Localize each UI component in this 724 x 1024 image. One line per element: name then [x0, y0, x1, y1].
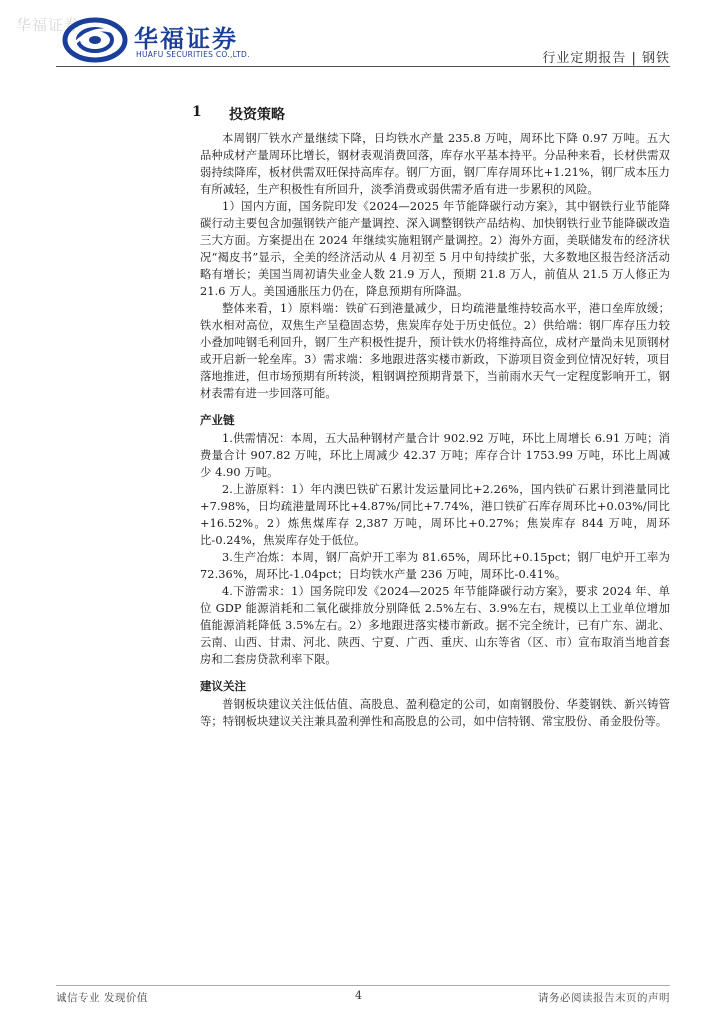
industry-chain-paragraph: 1.供需情况：本周，五大品种钢材产量合计 902.92 万吨，环比上周增长 6.91 万吨；消费量合计 907.82 万吨，环比上周减少 42.37 万吨；库存合计 1753.99 万吨，环比上周减少 4.90 万吨。 — [200, 432, 670, 479]
footer-disclaimer: 请务必阅读报告末页的声明 — [538, 992, 670, 1004]
industry-chain-paragraph: 3.生产冶炼：本周，钢厂高炉开工率为 81.65%，周环比+0.15pct；钢厂电炉开工率为 72.36%，周环比-1.04pct；日均铁水产量 236 万吨，周环比-0.41%。 — [200, 551, 670, 581]
recommendation-paragraph: 普钢板块建议关注低估值、高股息、盈利稳定的公司，如南钢股份、华菱钢铁、新兴铸管等；特钢板块建议关注兼具盈利弹性和高股息的公司，如中信特钢、常宝股份、甬金股份等。 — [200, 698, 670, 728]
huafu-swirl-logo-icon — [62, 16, 128, 64]
footer-slogan: 诚信专业 发现价值 — [56, 992, 148, 1004]
header-divider — [56, 66, 670, 67]
report-body — [192, 104, 670, 730]
page-number: 4 — [355, 989, 362, 1002]
strategy-paragraph: 本周钢厂铁水产量继续下降，日均铁水产量 235.8 万吨，周环比下降 0.97 万吨。五大品种成材产量周环比增长，钢材表观消费回落，库存水平基本持平。分品种来看，长材供需双弱持续降库，板材供需双旺保持高库存。钢厂方面，钢厂库存周环比+1.21%，钢厂成本压力有所减轻，生产积极性有所回升，淡季消费或弱供需矛盾有进一步累积的风险。 — [200, 132, 670, 196]
strategy-paragraph: 1）国内方面，国务院印发《2024—2025 年节能降碳行动方案》，其中钢铁行业节能降碳行动主要包含加强钢铁产能产量调控、深入调整钢铁产品结构、加快钢铁行业节能降碳改造三大方面。方案提出在 2024 年继续实施粗钢产量调控。2）海外方面，美联储发布的经济状况“褐皮书”显示，全美的经济活动从 4 月初至 5 月中旬持续扩张，大多数地区报告经济活动略有增长；美国当周初请失业金人数 21.9 万人，预期 21.8 万人，前值从 21.5 万人修正为 21.6 万人。美国通胀压力仍在，降息预期有所降温。 — [200, 200, 670, 298]
industry-chain-paragraph: 4.下游需求：1）国务院印发《2024—2025 年节能降碳行动方案》，要求 2024 年、单位 GDP 能源消耗和二氧化碳排放分别降低 2.5%左右、3.9%左右，规模以上工业单位增加值能源消耗降低 3.5%左右。2）多地跟进落实楼市新政。据不完全统计，已有广东、湖北、云南、山西、甘肃、河北、陕西、宁夏、广西、重庆、山东等省（区、市）宣布取消当地首套房和二套房贷款利率下限。 — [200, 585, 670, 666]
recommendation-heading: 建议关注 — [200, 679, 246, 693]
logo-english-name: HUAFU SECURITIES CO.,LTD. — [136, 50, 250, 59]
logo-chinese-name: 华福证券 — [134, 25, 238, 53]
strategy-paragraph: 整体来看，1）原料端：铁矿石到港量减少，日均疏港量维持较高水平，港口垒库放缓；铁水相对高位，双焦生产呈稳固态势，焦炭库存处于历史低位。2）供给端：钢厂库存压力较小叠加吨钢毛利回升，钢厂生产积极性提升，预计铁水仍将维持高位，成材产量尚未见顶钢材或开启新一轮垒库。3）需求端：多地跟进落实楼市新政，下游项目资金到位情况好转，项目落地推进，但市场预期有所转淡，粗钢调控预期背景下，当前雨水天气一定程度影响开工，钢材表需有进一步回落可能。 — [200, 302, 670, 400]
report-type-label: 行业定期报告 | 钢铁 — [542, 51, 670, 66]
industry-chain-paragraph: 2.上游原料：1）年内澳巴铁矿石累计发运量同比+2.26%，国内铁矿石累计到港量同比+7.98%，日均疏港量周环比+4.87%/同比+7.74%，港口铁矿石库存周环比+0.03%/同比+16.52%。2）炼焦煤库存 2,387 万吨，周环比+0.27%；焦炭库存 844 万吨，周环比-0.24%，焦炭库存处于低位。 — [200, 483, 670, 547]
watermark-text: 华福证券 — [16, 16, 81, 34]
section-heading — [192, 104, 670, 124]
industry-chain-heading: 产业链 — [200, 413, 235, 427]
section-title: 投资策略 — [229, 107, 285, 123]
footer-divider — [56, 985, 670, 986]
company-logo — [62, 16, 272, 64]
section-number: 1 — [192, 104, 202, 120]
